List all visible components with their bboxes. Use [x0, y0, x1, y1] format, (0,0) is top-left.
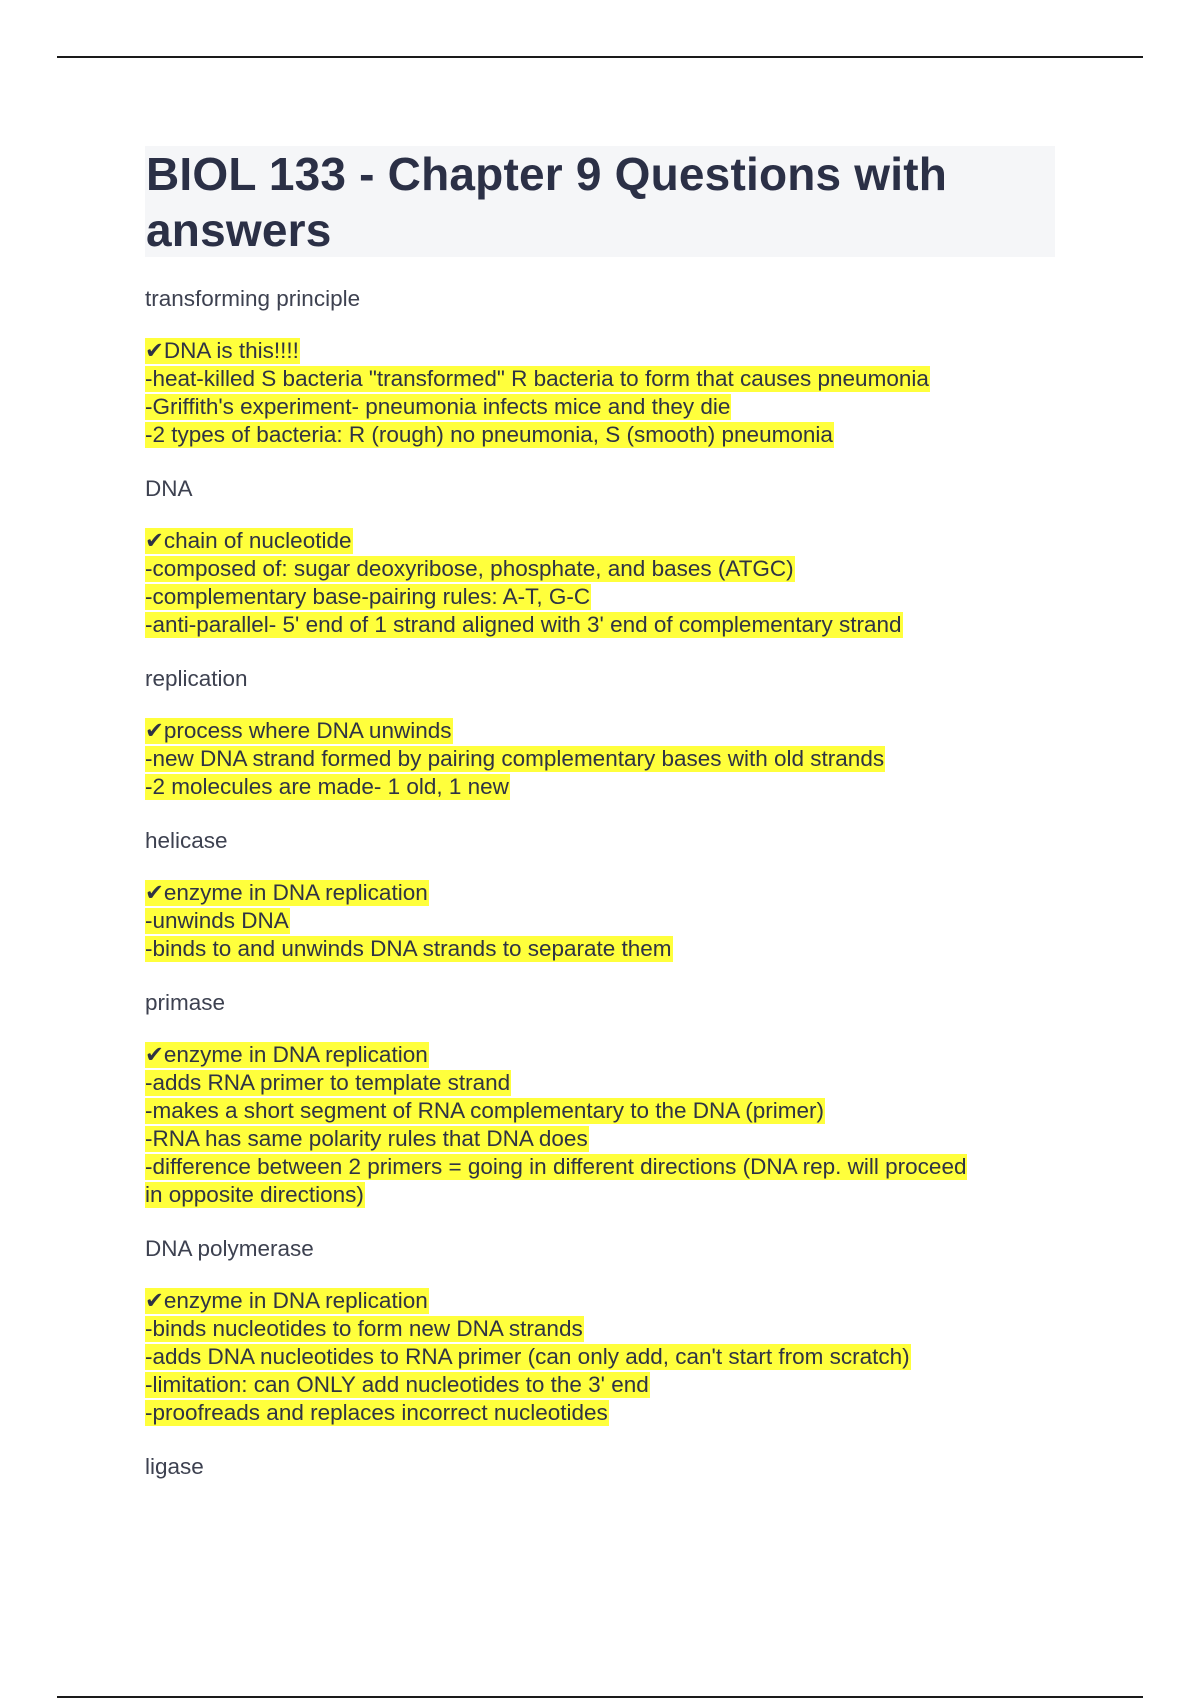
highlighted-text: -complementary base-pairing rules: A-T, G-C: [145, 584, 591, 609]
highlighted-text: -composed of: sugar deoxyribose, phosphate, and bases (ATGC): [145, 556, 794, 581]
card-answer: [145, 717, 1055, 801]
highlighted-text: ✔process where DNA unwinds: [145, 718, 452, 743]
highlighted-text: ✔enzyme in DNA replication: [145, 1288, 428, 1313]
highlighted-text: -makes a short segment of RNA complementary to the DNA (primer): [145, 1098, 824, 1123]
highlighted-text: -adds RNA primer to template strand: [145, 1070, 511, 1095]
highlighted-text: -2 molecules are made- 1 old, 1 new: [145, 774, 509, 799]
highlighted-text: -new DNA strand formed by pairing complementary bases with old strands: [145, 746, 885, 771]
highlighted-text: -heat-killed S bacteria "transformed" R bacteria to form that causes pneumonia: [145, 366, 929, 391]
highlighted-text: ✔DNA is this!!!!: [145, 338, 299, 363]
answer-line: [145, 337, 1055, 365]
answer-line: [145, 1343, 1055, 1371]
answer-line: [145, 1125, 1055, 1153]
card-answer: [145, 1041, 1055, 1209]
document-body: [145, 146, 1055, 1481]
term-ligase: ligase: [145, 1454, 204, 1479]
answer-line: [145, 611, 1055, 639]
answer-line: [145, 717, 1055, 745]
highlighted-text: -binds nucleotides to form new DNA strands: [145, 1316, 583, 1341]
answer-line: [145, 1097, 1055, 1125]
flashcard: [145, 475, 1055, 639]
card-term: DNA polymerase: [145, 1236, 314, 1261]
answer-line: [145, 1287, 1055, 1315]
answer-line: [145, 745, 1055, 773]
highlighted-text: ✔enzyme in DNA replication: [145, 1042, 428, 1067]
answer-line: [145, 1069, 1055, 1097]
card-answer: [145, 337, 1055, 449]
top-divider: [57, 56, 1143, 58]
highlighted-text: -binds to and unwinds DNA strands to separate them: [145, 936, 672, 961]
answer-line: [145, 879, 1055, 907]
highlighted-text: ✔enzyme in DNA replication: [145, 880, 428, 905]
card-term: replication: [145, 666, 248, 691]
highlighted-text: -limitation: can ONLY add nucleotides to the 3' end: [145, 1372, 649, 1397]
answer-line: [145, 555, 1055, 583]
card-term: helicase: [145, 828, 228, 853]
title-banner: [145, 146, 1055, 257]
card-answer: [145, 527, 1055, 639]
answer-line: [145, 527, 1055, 555]
highlighted-text: -RNA has same polarity rules that DNA does: [145, 1126, 588, 1151]
highlighted-text: ✔chain of nucleotide: [145, 528, 352, 553]
answer-line: [145, 935, 1055, 963]
answer-line: [145, 583, 1055, 611]
flashcard: [145, 1235, 1055, 1427]
highlighted-text: -proofreads and replaces incorrect nucleotides: [145, 1400, 608, 1425]
answer-line: [145, 907, 1055, 935]
card-answer: [145, 1287, 1055, 1427]
flashcard: [145, 665, 1055, 801]
card-term: primase: [145, 990, 226, 1015]
flashcard: [145, 989, 1055, 1209]
answer-line: [145, 1315, 1055, 1343]
answer-line: [145, 1181, 1055, 1209]
answer-line: [145, 1041, 1055, 1069]
answer-line: [145, 421, 1055, 449]
card-answer: [145, 879, 1055, 963]
card-term: transforming principle: [145, 286, 361, 311]
highlighted-text: -unwinds DNA: [145, 908, 289, 933]
answer-line: [145, 773, 1055, 801]
highlighted-text: in opposite directions): [145, 1182, 364, 1207]
flashcard: [145, 827, 1055, 963]
answer-line: [145, 393, 1055, 421]
answer-line: [145, 1153, 1055, 1181]
highlighted-text: -2 types of bacteria: R (rough) no pneumonia, S (smooth) pneumonia: [145, 422, 833, 447]
flashcard-list: [145, 285, 1055, 1427]
flashcard: [145, 285, 1055, 449]
highlighted-text: -anti-parallel- 5' end of 1 strand aligned with 3' end of complementary strand: [145, 612, 902, 637]
highlighted-text: -Griffith's experiment- pneumonia infects mice and they die: [145, 394, 731, 419]
bottom-divider: [57, 1696, 1143, 1698]
answer-line: [145, 1399, 1055, 1427]
highlighted-text: -adds DNA nucleotides to RNA primer (can only add, can't start from scratch): [145, 1344, 910, 1369]
card-term: DNA: [145, 476, 193, 501]
answer-line: [145, 1371, 1055, 1399]
page-title: BIOL 133 - Chapter 9 Questions with answers: [146, 148, 948, 256]
highlighted-text: -difference between 2 primers = going in different directions (DNA rep. will proceed: [145, 1154, 967, 1179]
answer-line: [145, 365, 1055, 393]
